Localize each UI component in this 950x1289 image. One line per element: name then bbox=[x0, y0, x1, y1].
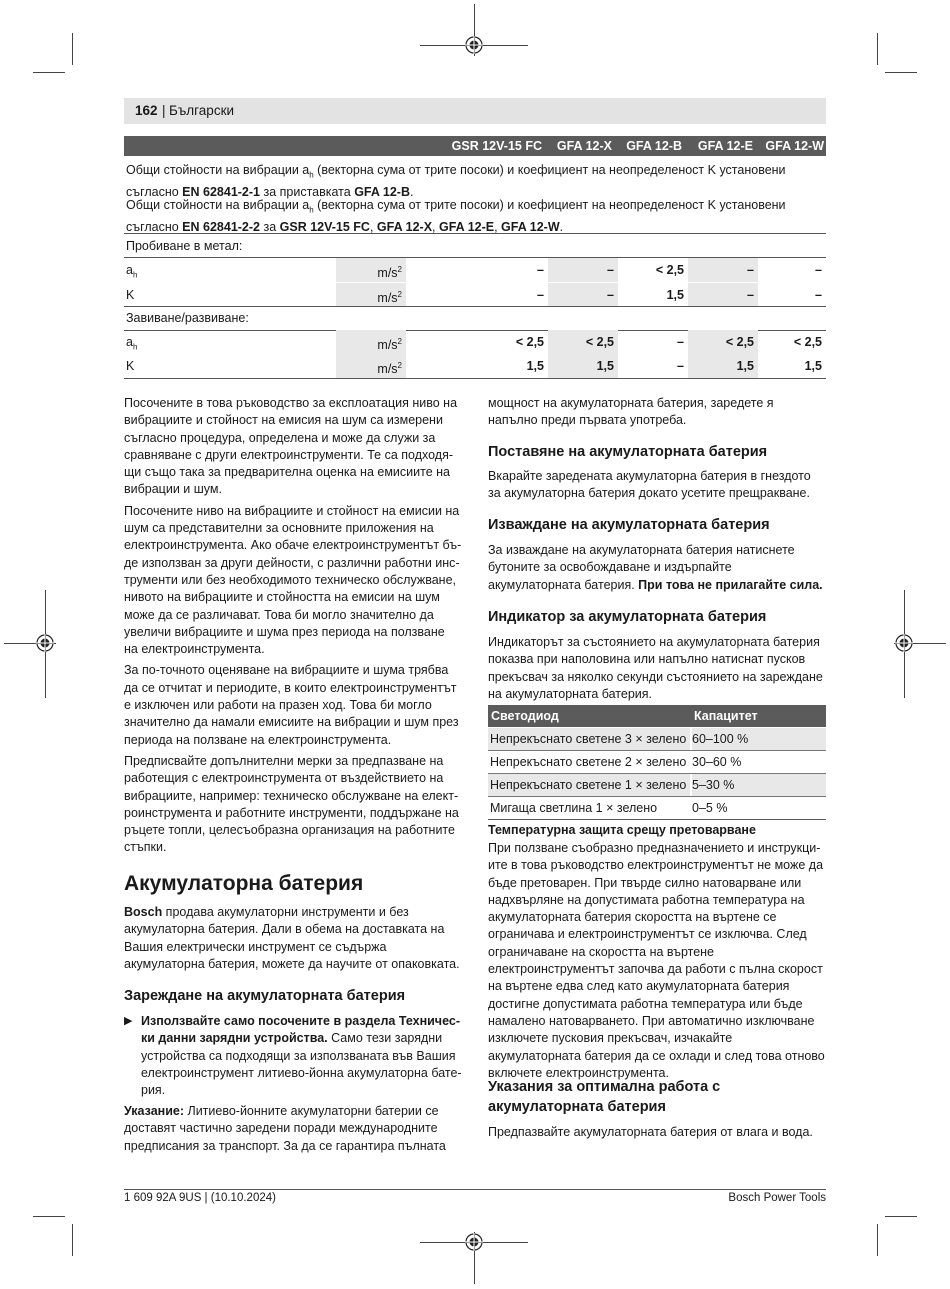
crop-mark bbox=[885, 1216, 917, 1217]
paragraph: За изваждане на акумулаторната батерия натиснете бутоните за освобождаване и издърпайте акумулаторната батерия. При това не прилагайте сила. bbox=[488, 543, 823, 592]
thermal-protection-title: Температурна защита срещу претоварване bbox=[488, 823, 756, 837]
footer-divider bbox=[124, 1189, 826, 1190]
page-header bbox=[124, 98, 826, 124]
subsection-title-charging: Зареждане на акумулаторната батерия bbox=[124, 988, 406, 1004]
paragraph: Индикаторът за състоянието на акумулаторната батерия показва при наполовина или напълно натиснат пусков прекъсвач за няколко секунди състоянието на зареждане на акумулаторната батерия. bbox=[488, 635, 823, 701]
registration-target-icon bbox=[465, 36, 483, 54]
crop-mark bbox=[885, 72, 917, 73]
paragraph: Предпазвайте акумулаторната батерия от влага и вода. bbox=[488, 1125, 813, 1139]
crop-mark bbox=[72, 33, 73, 65]
section-title-battery: Акумулаторна батерия bbox=[124, 872, 364, 895]
crop-mark bbox=[33, 72, 65, 73]
footer-doc-id: 1 609 92A 9US | (10.10.2024) bbox=[124, 1192, 276, 1204]
registration-target-icon bbox=[895, 634, 913, 652]
section-label: Пробиване в метал: bbox=[126, 239, 243, 253]
row-label: K bbox=[126, 359, 135, 373]
paragraph: Посочените ниво на вибрациите и стойност на емисии на шум са представителни за основните приложения на електроинструмента. Ако обаче електроинструментът бъде използван за други дейности, с различни работни инструменти или без необходимото техническо обслужване, нивото на вибрациите и стойността на емисии на шум може да се различават. Това би могло значително да увеличи вибрациите и шума през периода на ползване на електроинструмента. bbox=[124, 503, 462, 657]
paragraph: Вкарайте заредената акумулаторна батерия в гнездото за акумулаторна батерия докато усетите прещракване. bbox=[488, 469, 811, 501]
crop-mark bbox=[877, 33, 878, 65]
table-row: Непрекъснато светене 2 × зелено 30–60 % bbox=[490, 755, 742, 769]
crop-mark bbox=[72, 1224, 73, 1256]
model-header: GFA 12-E bbox=[697, 139, 753, 153]
row-label: a bbox=[126, 335, 133, 349]
row-label: K bbox=[126, 288, 135, 302]
table-row: Непрекъснато светене 3 × зелено 60–100 % bbox=[488, 728, 826, 750]
vibration-table-header bbox=[124, 136, 826, 156]
bullet-item: ▶ Използвайте само посочените в раздела Технически данни зарядни устройства. Само тези зарядни устройства са подходящи за използваната във Вашия електроинструмент литиево-йонна акумулаторна батерия. bbox=[124, 1014, 462, 1098]
led-table-header bbox=[488, 705, 826, 727]
page-number: 162 bbox=[135, 103, 158, 118]
bullet-arrow-icon: ▶ bbox=[124, 1015, 133, 1027]
registration-target-icon bbox=[465, 1233, 483, 1251]
led-header-capacity: Капацитет bbox=[694, 709, 758, 723]
vibration-intro-1: Общи стойности на вибрации $a_h$ (векторна сума от трите посоки) и коефициент на неопределеност K установени съгласно EN 62841-2-1 за приставката GFA 12-B. bbox=[126, 163, 786, 199]
header-separator: | bbox=[162, 103, 166, 118]
section-label: Завиване/развиване: bbox=[126, 311, 249, 325]
row-label: a bbox=[126, 263, 133, 277]
table-divider bbox=[124, 378, 826, 379]
paragraph: Посочените в това ръководство за експлоатация ниво на вибрациите и стойност на емисия на шум са измерени съгласно процедура, определена и може да служи за сравняване с други електроинструменти. Те са подходящи също така за предварителна оценка на емисиите на вибрации и шум. bbox=[124, 396, 458, 497]
model-header: GFA 12-W bbox=[765, 139, 824, 153]
subsection-title-remove: Изваждане на акумулаторната батерия bbox=[488, 517, 770, 533]
vibration-intro-2: Общи стойности на вибрации $a_h$ (векторна сума от трите посоки) и коефициент на неопределеност K установени съгласно EN 62841-2-2 за GSR 12V-15 FC, GFA 12-X, GFA 12-E, GFA 12-W. bbox=[126, 198, 786, 234]
language-label: Български bbox=[169, 103, 235, 118]
registration-target-icon bbox=[36, 634, 54, 652]
paragraph: При ползване съобразно предназначението и инструкциите в това ръководство електроинструментът не може да бъде претоварен. При твърде силно натоварване или надхвърляне на допустимата работна температура на акумулаторната батерия скоростта на въртене се ограничава и електроинструментът се изключва. След ограничаване на скоростта на въртене електроинструментът започва да работи с пълна скорост на въртене едва след като акумулаторната батерия достигне допустимата работна температура или бъде намалено натоварването. При автоматично изключване изключете пусковия прекъсвач, изчакайте акумулаторната батерия да се охлади и след това отново включете електроинструмента. bbox=[488, 841, 825, 1080]
table-row: Непрекъснато светене 1 × зелено 5–30 % bbox=[488, 774, 826, 796]
right-column-continuation: мощност на акумулаторната батерия, заредете я напълно преди първата употреба. bbox=[488, 396, 774, 428]
led-header-led: Светодиод bbox=[491, 709, 559, 723]
model-header: GSR 12V-15 FC bbox=[451, 139, 542, 153]
footer-brand: Bosch Power Tools bbox=[728, 1192, 826, 1204]
note-paragraph: Указание: Литиево-йонните акумулаторни батерии се доставят частично заредени поради международните предписания за транспорт. За да се гарантира пълната bbox=[124, 1104, 446, 1153]
table-row: Мигаща светлина 1 × зелено 0–5 % bbox=[490, 801, 728, 815]
crop-mark bbox=[33, 1216, 65, 1217]
model-header: GFA 12-B bbox=[626, 139, 682, 153]
paragraph: За по-точното оценяване на вибрациите и шума трябва да се отчитат и периодите, в които електроинструментът е изключен или работи на празен ход. Това би могло значително да намали емисиите на вибрации и шум през периода на ползване на електроинструмента. bbox=[124, 663, 459, 747]
crop-mark bbox=[877, 1224, 878, 1256]
battery-paragraph: Bosch продава акумулаторни инструменти и без акумулаторна батерия. Дали в обема на доставката на Вашия електрически инструмент се съдържа акумулаторна батерия, можете да научите от опаковката. bbox=[124, 905, 460, 971]
subsection-title-insert: Поставяне на акумулаторната батерия bbox=[488, 444, 768, 460]
left-column-text bbox=[124, 395, 462, 861]
subsection-title-tips: Указания за оптимална работа с акумулаторната батерия bbox=[488, 1079, 721, 1115]
paragraph: Предписвайте допълнителни мерки за предпазване на работещия с електроинструмента от въздействието на вибрациите, например: техническо обслужване на електроинструмента и работните инструменти, поддържане на ръцете топли, целесъобразна организация на работните стъпки. bbox=[124, 753, 459, 855]
model-header: GFA 12-X bbox=[556, 139, 612, 153]
subsection-title-indicator: Индикатор за акумулаторната батерия bbox=[488, 609, 767, 625]
